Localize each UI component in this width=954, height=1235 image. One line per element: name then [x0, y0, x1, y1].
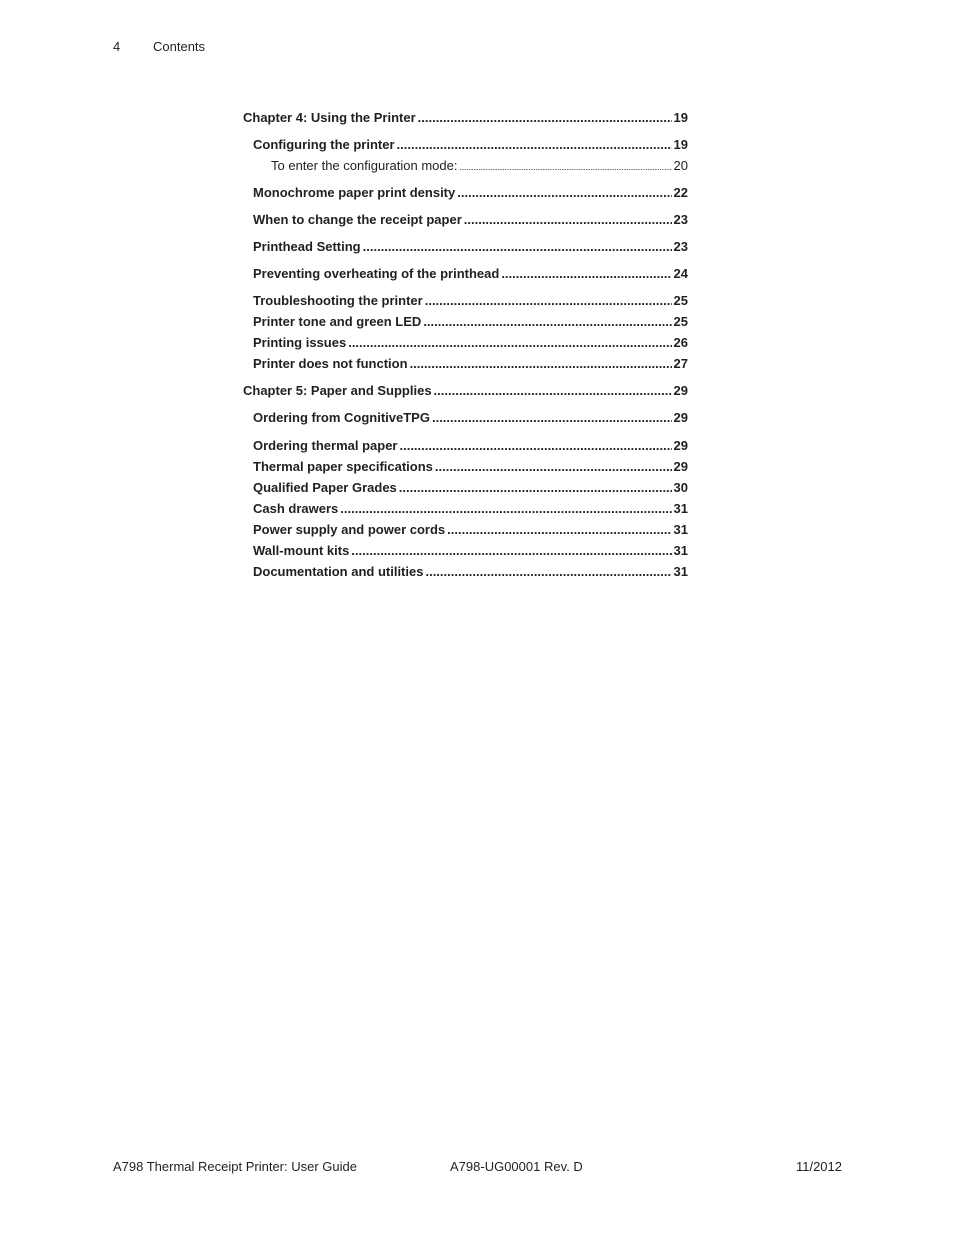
toc-leader	[399, 437, 671, 455]
toc-leader	[399, 479, 672, 497]
toc-entry-does-not-function[interactable]	[243, 355, 688, 373]
toc-entry-page: 31	[673, 543, 688, 558]
toc-entry-page: 27	[673, 356, 688, 371]
toc-entry-page: 23	[673, 212, 688, 227]
toc-leader	[457, 184, 671, 202]
toc-entry-title: Configuring the printer	[253, 137, 395, 152]
toc-entry-print-density[interactable]	[243, 184, 688, 202]
page-header	[113, 39, 205, 54]
toc-entry-preventing-overheating[interactable]	[243, 265, 688, 283]
toc-leader	[425, 563, 671, 581]
toc-entry-page: 25	[673, 314, 688, 329]
toc-entry-page: 22	[673, 185, 688, 200]
section-title: Contents	[153, 39, 206, 54]
toc-leader	[348, 334, 671, 352]
toc-entry-title: Chapter 4: Using the Printer	[243, 110, 416, 125]
toc-entry-tone-green-led[interactable]	[243, 313, 688, 331]
toc-entry-power-supply[interactable]	[243, 521, 688, 539]
toc-entry-title: Printer tone and green LED	[253, 314, 422, 329]
toc-entry-title: Printing issues	[253, 335, 347, 350]
toc-leader	[418, 109, 672, 127]
toc-entry-title: Wall-mount kits	[253, 543, 350, 558]
toc-entry-page: 20	[673, 158, 688, 173]
toc-entry-page: 25	[673, 293, 688, 308]
toc-entry-page: 29	[673, 459, 688, 474]
toc-entry-title: Documentation and utilities	[253, 564, 424, 579]
toc-entry-page: 29	[673, 410, 688, 425]
toc-leader	[423, 313, 671, 331]
toc-entry-configuration-mode[interactable]	[243, 157, 688, 175]
toc-entry-chapter-5[interactable]	[243, 382, 688, 400]
toc-entry-troubleshooting[interactable]	[243, 292, 688, 310]
toc-entry-title: Preventing overheating of the printhead	[253, 266, 500, 281]
toc-entry-title: Printhead Setting	[253, 239, 361, 254]
toc-leader	[363, 238, 672, 256]
toc-leader	[425, 292, 672, 310]
toc-entry-qualified-paper-grades[interactable]	[243, 479, 688, 497]
toc-entry-wall-mount-kits[interactable]	[243, 542, 688, 560]
toc-leader	[501, 265, 671, 283]
toc-leader	[434, 382, 672, 400]
toc-leader	[351, 542, 671, 560]
toc-entry-documentation-utilities[interactable]	[243, 563, 688, 581]
toc-entry-printhead-setting[interactable]	[243, 238, 688, 256]
toc-entry-page: 24	[673, 266, 688, 281]
toc-entry-change-receipt-paper[interactable]	[243, 211, 688, 229]
toc-entry-title: Ordering from CognitiveTPG	[253, 410, 430, 425]
toc-entry-title: Cash drawers	[253, 501, 339, 516]
toc-entry-ordering-cognitivetpg[interactable]	[243, 409, 688, 427]
toc-entry-page: 31	[673, 501, 688, 516]
toc-entry-title: Qualified Paper Grades	[253, 480, 397, 495]
toc-entry-title: Troubleshooting the printer	[253, 293, 423, 308]
toc-entry-title: Ordering thermal paper	[253, 438, 398, 453]
toc-entry-title: Monochrome paper print density	[253, 185, 456, 200]
toc-entry-title: Printer does not function	[253, 356, 408, 371]
toc-entry-paper-specifications[interactable]	[243, 458, 688, 476]
toc-entry-page: 30	[673, 480, 688, 495]
toc-entry-page: 31	[673, 564, 688, 579]
toc-entry-page: 29	[673, 438, 688, 453]
page-number: 4	[113, 39, 121, 54]
toc-leader	[459, 159, 671, 175]
toc-leader	[432, 409, 672, 427]
toc-entry-title: Chapter 5: Paper and Supplies	[243, 383, 432, 398]
toc-leader	[447, 521, 671, 539]
toc-leader	[397, 136, 672, 154]
toc-entry-page: 26	[673, 335, 688, 350]
toc-entry-title: When to change the receipt paper	[253, 212, 462, 227]
toc-entry-printing-issues[interactable]	[243, 334, 688, 352]
toc-entry-page: 31	[673, 522, 688, 537]
toc-leader	[410, 355, 672, 373]
toc-entry-title: To enter the configuration mode:	[271, 158, 458, 173]
footer-document-number: A798-UG00001 Rev. D	[450, 1159, 583, 1174]
toc-entry-page: 19	[673, 137, 688, 152]
toc-entry-page: 23	[673, 239, 688, 254]
footer-date: 11/2012	[795, 1159, 842, 1174]
toc-entry-ordering-thermal-paper[interactable]	[243, 437, 688, 455]
toc-entry-title: Power supply and power cords	[253, 522, 446, 537]
toc-entry-page: 29	[673, 383, 688, 398]
footer-document-title: A798 Thermal Receipt Printer: User Guide	[113, 1159, 357, 1174]
toc-entry-chapter-4[interactable]	[243, 109, 688, 127]
toc-leader	[464, 211, 672, 229]
toc-entry-cash-drawers[interactable]	[243, 500, 688, 518]
table-of-contents	[243, 109, 688, 581]
toc-leader	[435, 458, 672, 476]
toc-leader	[340, 500, 671, 518]
toc-entry-configuring-printer[interactable]	[243, 136, 688, 154]
toc-entry-title: Thermal paper specifications	[253, 459, 433, 474]
toc-entry-page: 19	[673, 110, 688, 125]
